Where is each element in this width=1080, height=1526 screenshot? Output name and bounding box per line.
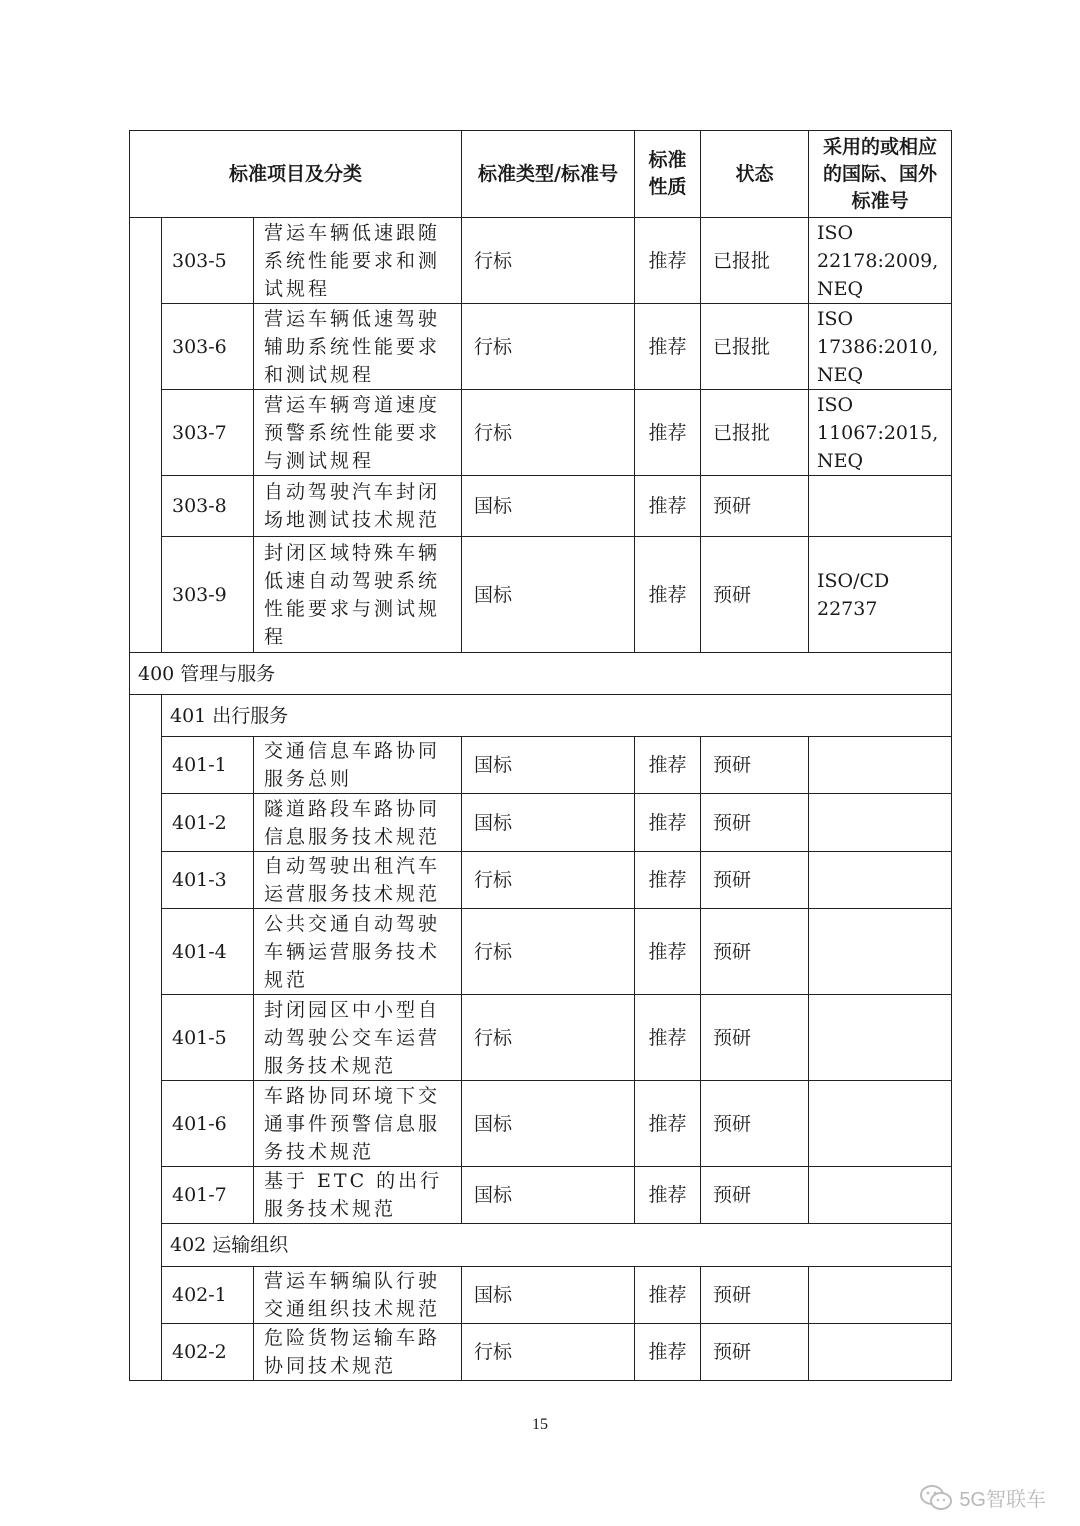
indent-cell [130, 1324, 162, 1381]
standard-number: 303-8 [162, 476, 254, 537]
standard-nature: 推荐 [635, 390, 701, 476]
ref-line: 22178:2009, [817, 249, 939, 272]
standard-number: 402-1 [162, 1267, 254, 1324]
standard-number: 402-2 [162, 1324, 254, 1381]
header-nature: 标准性质 [635, 131, 701, 218]
standard-number: 401-4 [162, 909, 254, 995]
standard-number: 401-7 [162, 1167, 254, 1224]
standard-ref [809, 476, 952, 537]
standard-number: 303-9 [162, 537, 254, 653]
indent-cell [130, 218, 162, 304]
header-ref: 采用的或相应的国际、国外标准号 [809, 131, 952, 218]
header-status: 状态 [701, 131, 809, 218]
standard-ref [809, 737, 952, 794]
standard-status: 预研 [701, 537, 809, 653]
subsection-title: 401 出行服务 [162, 695, 952, 737]
indent-cell [130, 1167, 162, 1224]
header-row [130, 131, 952, 218]
table-row [130, 1081, 952, 1167]
subsection-row [130, 695, 952, 737]
standard-type: 行标 [462, 909, 635, 995]
standard-ref [809, 390, 952, 476]
standard-name: 基于 ETC 的出行服务技术规范 [254, 1167, 462, 1224]
subsection-title: 402 运输组织 [162, 1224, 952, 1267]
standard-nature: 推荐 [635, 304, 701, 390]
standard-nature: 推荐 [635, 852, 701, 909]
table-row [130, 1167, 952, 1224]
table-row [130, 390, 952, 476]
standard-nature: 推荐 [635, 794, 701, 852]
standard-number: 303-7 [162, 390, 254, 476]
table-row [130, 737, 952, 794]
standard-name: 自动驾驶汽车封闭场地测试技术规范 [254, 476, 462, 537]
standard-type: 行标 [462, 995, 635, 1081]
standard-type: 国标 [462, 794, 635, 852]
table-row [130, 537, 952, 653]
standard-status: 预研 [701, 737, 809, 794]
indent-cell [130, 1224, 162, 1267]
indent-cell [130, 1081, 162, 1167]
standard-type: 国标 [462, 1267, 635, 1324]
standard-ref [809, 304, 952, 390]
standard-name: 自动驾驶出租汽车运营服务技术规范 [254, 852, 462, 909]
standard-status: 预研 [701, 794, 809, 852]
standard-name: 危险货物运输车路协同技术规范 [254, 1324, 462, 1381]
ref-line: ISO [817, 393, 854, 416]
header-item: 标准项目及分类 [130, 131, 462, 218]
standard-ref [809, 1324, 952, 1381]
standard-status: 预研 [701, 995, 809, 1081]
subsection-row [130, 1224, 952, 1267]
indent-cell [130, 909, 162, 995]
standard-number: 401-1 [162, 737, 254, 794]
standard-number: 401-3 [162, 852, 254, 909]
standard-type: 国标 [462, 737, 635, 794]
standard-name: 营运车辆低速驾驶辅助系统性能要求和测试规程 [254, 304, 462, 390]
standard-ref: ISO/CD 22737 [809, 537, 952, 653]
standard-status: 预研 [701, 909, 809, 995]
standard-nature: 推荐 [635, 995, 701, 1081]
standard-nature: 推荐 [635, 1324, 701, 1381]
standard-status: 预研 [701, 1267, 809, 1324]
standard-number: 401-2 [162, 794, 254, 852]
header-type: 标准类型/标准号 [462, 131, 635, 218]
table-row [130, 1267, 952, 1324]
standard-name: 交通信息车路协同服务总则 [254, 737, 462, 794]
standard-type: 行标 [462, 852, 635, 909]
standard-status: 已报批 [701, 218, 809, 304]
standard-name: 营运车辆弯道速度预警系统性能要求与测试规程 [254, 390, 462, 476]
standard-status: 预研 [701, 1167, 809, 1224]
indent-cell [130, 1267, 162, 1324]
indent-cell [130, 537, 162, 653]
standard-name: 营运车辆编队行驶交通组织技术规范 [254, 1267, 462, 1324]
standard-nature: 推荐 [635, 909, 701, 995]
standard-ref [809, 1267, 952, 1324]
standard-name: 封闭区域特殊车辆低速自动驾驶系统性能要求与测试规程 [254, 537, 462, 653]
standard-status: 预研 [701, 1324, 809, 1381]
table-row [130, 794, 952, 852]
table-row [130, 1324, 952, 1381]
standard-ref [809, 995, 952, 1081]
ref-line: NEQ [817, 449, 864, 472]
standard-name: 封闭园区中小型自动驾驶公交车运营服务技术规范 [254, 995, 462, 1081]
ref-line: NEQ [817, 277, 864, 300]
standard-type: 行标 [462, 390, 635, 476]
standard-type: 行标 [462, 304, 635, 390]
standard-number: 401-5 [162, 995, 254, 1081]
standard-nature: 推荐 [635, 218, 701, 304]
standard-type: 国标 [462, 537, 635, 653]
standard-type: 国标 [462, 476, 635, 537]
standard-name: 车路协同环境下交通事件预警信息服务技术规范 [254, 1081, 462, 1167]
standard-type: 国标 [462, 1167, 635, 1224]
standard-type: 行标 [462, 1324, 635, 1381]
section-title: 400 管理与服务 [130, 653, 952, 695]
standard-nature: 推荐 [635, 737, 701, 794]
table-row [130, 909, 952, 995]
standard-ref [809, 909, 952, 995]
standard-nature: 推荐 [635, 1167, 701, 1224]
standard-ref [809, 852, 952, 909]
standard-status: 已报批 [701, 304, 809, 390]
page-number: 15 [532, 1416, 548, 1433]
standard-name: 隧道路段车路协同信息服务技术规范 [254, 794, 462, 852]
table-row [130, 304, 952, 390]
indent-cell [130, 995, 162, 1081]
standard-type: 国标 [462, 1081, 635, 1167]
indent-cell [130, 852, 162, 909]
ref-line: 11067:2015, [817, 421, 939, 444]
standard-type: 行标 [462, 218, 635, 304]
standard-name: 营运车辆低速跟随系统性能要求和测试规程 [254, 218, 462, 304]
indent-cell [130, 695, 162, 737]
table-row [130, 476, 952, 537]
table-row [130, 995, 952, 1081]
indent-cell [130, 476, 162, 537]
standard-status: 预研 [701, 852, 809, 909]
standard-number: 303-6 [162, 304, 254, 390]
standard-number: 303-5 [162, 218, 254, 304]
standard-nature: 推荐 [635, 537, 701, 653]
standard-ref [809, 794, 952, 852]
standard-status: 预研 [701, 1081, 809, 1167]
indent-cell [130, 794, 162, 852]
standard-ref [809, 1167, 952, 1224]
table-row [130, 218, 952, 304]
standard-status: 预研 [701, 476, 809, 537]
standard-ref [809, 218, 952, 304]
standard-nature: 推荐 [635, 1267, 701, 1324]
ref-line: NEQ [817, 363, 864, 386]
standard-nature: 推荐 [635, 1081, 701, 1167]
ref-line: 17386:2010, [817, 335, 939, 358]
section-row [130, 653, 952, 695]
ref-line: ISO [817, 221, 854, 244]
wechat-icon [919, 1484, 953, 1512]
standards-table [129, 130, 952, 1381]
table-row [130, 852, 952, 909]
standard-status: 已报批 [701, 390, 809, 476]
standard-nature: 推荐 [635, 476, 701, 537]
standard-number: 401-6 [162, 1081, 254, 1167]
indent-cell [130, 390, 162, 476]
watermark-text: 5G智联车 [959, 1489, 1046, 1511]
ref-line: ISO [817, 307, 854, 330]
indent-cell [130, 304, 162, 390]
indent-cell [130, 737, 162, 794]
standard-ref [809, 1081, 952, 1167]
standard-name: 公共交通自动驾驶车辆运营服务技术规范 [254, 909, 462, 995]
watermark [919, 1483, 1046, 1512]
